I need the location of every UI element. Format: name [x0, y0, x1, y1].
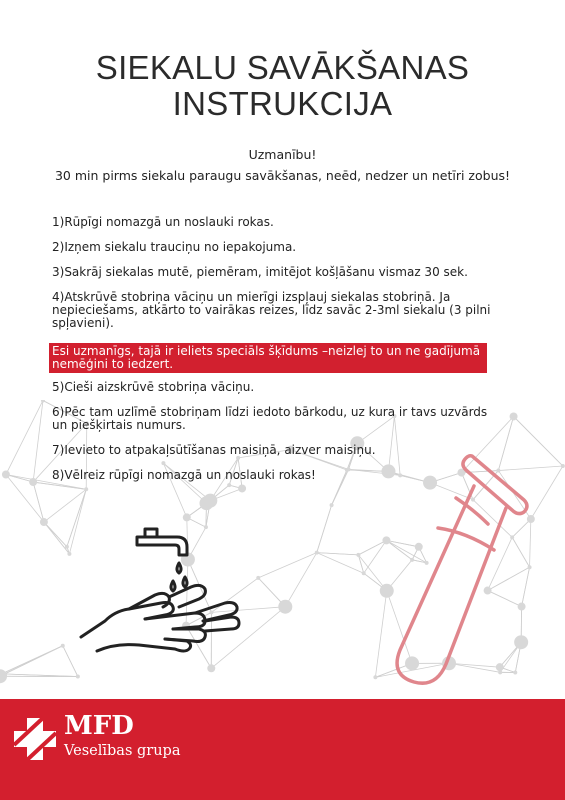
network-line — [317, 553, 359, 555]
network-node — [41, 400, 45, 402]
network-line — [285, 553, 316, 607]
network-node — [278, 600, 292, 614]
network-node — [199, 496, 213, 510]
network-node — [183, 513, 191, 521]
network-node — [256, 576, 260, 580]
network-node — [76, 675, 80, 679]
network-line — [317, 505, 332, 552]
step-5: 5)Cieši aizskrūvē stobriņa vāciņu. — [52, 380, 255, 394]
step-2: 2)Izņem siekalu trauciņu no iepakojuma. — [52, 240, 297, 254]
network-line — [6, 474, 44, 522]
network-line — [33, 482, 44, 522]
network-line — [44, 522, 69, 554]
network-node — [561, 464, 565, 468]
network-node — [67, 552, 71, 556]
footer-banner — [0, 699, 565, 800]
network-node — [40, 518, 48, 526]
step-1: 1)Rūpīgi nomazgā un noslauki rokas. — [52, 215, 274, 229]
medical-cross-icon — [12, 716, 58, 762]
step-4: 4)Atskrūvē stobriņa vāciņu un mierīgi izspļauj siekalas stobriņā. Ja nepieciešams, atkārto to vairākas reizes, līdz savāc 2-3ml siekalu (3 pilni spļavieni). — [52, 290, 491, 330]
network-line — [44, 489, 86, 522]
network-line — [6, 400, 43, 474]
network-node — [2, 470, 10, 478]
title-line-2: INSTRUKCIJA — [172, 85, 393, 122]
network-node — [356, 553, 360, 557]
warning-heading: Uzmanību! — [248, 147, 317, 162]
alert-banner: Esi uzmanīgs, tajā ir ieliets speciāls šķīdums –neizlej to un ne gadījumā nemēģini to iedzert. — [49, 343, 487, 373]
page-title — [0, 50, 565, 122]
title-line-1: SIEKALU SAVĀKŠANAS — [95, 49, 470, 86]
step-8: 8)Vēlreiz rūpīgi nomazgā un noslauki rokas! — [52, 468, 316, 482]
network-line — [44, 522, 67, 547]
step-6: 6)Pēc tam uzlīmē stobriņam līdzi iedoto bārkodu, uz kura ir tavs uzvārds un piešķirtais numurs. — [52, 405, 488, 432]
test-tube-icon — [370, 450, 530, 690]
brand-name: MFD — [64, 711, 134, 741]
network-node — [207, 664, 215, 672]
step-3: 3)Sakrāj siekalas mutē, piemēram, imitējot košļāšanu vismaz 30 sek. — [52, 265, 468, 279]
warning-text: 30 min pirms siekalu paraugu savākšanas, neēd, nedzer un netīri zobus! — [54, 168, 511, 183]
network-node — [330, 503, 334, 507]
network-node — [0, 669, 7, 683]
network-node — [61, 644, 65, 648]
network-node — [65, 545, 69, 549]
network-line — [258, 553, 316, 578]
network-node — [29, 478, 37, 486]
brand-subtitle: Veselības grupa — [64, 743, 181, 759]
step-7: 7)Ievieto to atpakaļsūtīšanas maisiņā, aizver maisiņu. — [52, 443, 376, 457]
network-line — [531, 466, 563, 519]
network-node — [362, 571, 366, 575]
network-node — [510, 412, 518, 420]
hand-washing-icon — [75, 525, 245, 655]
network-node — [315, 551, 319, 555]
network-line — [2, 646, 63, 674]
network-line — [33, 400, 43, 482]
